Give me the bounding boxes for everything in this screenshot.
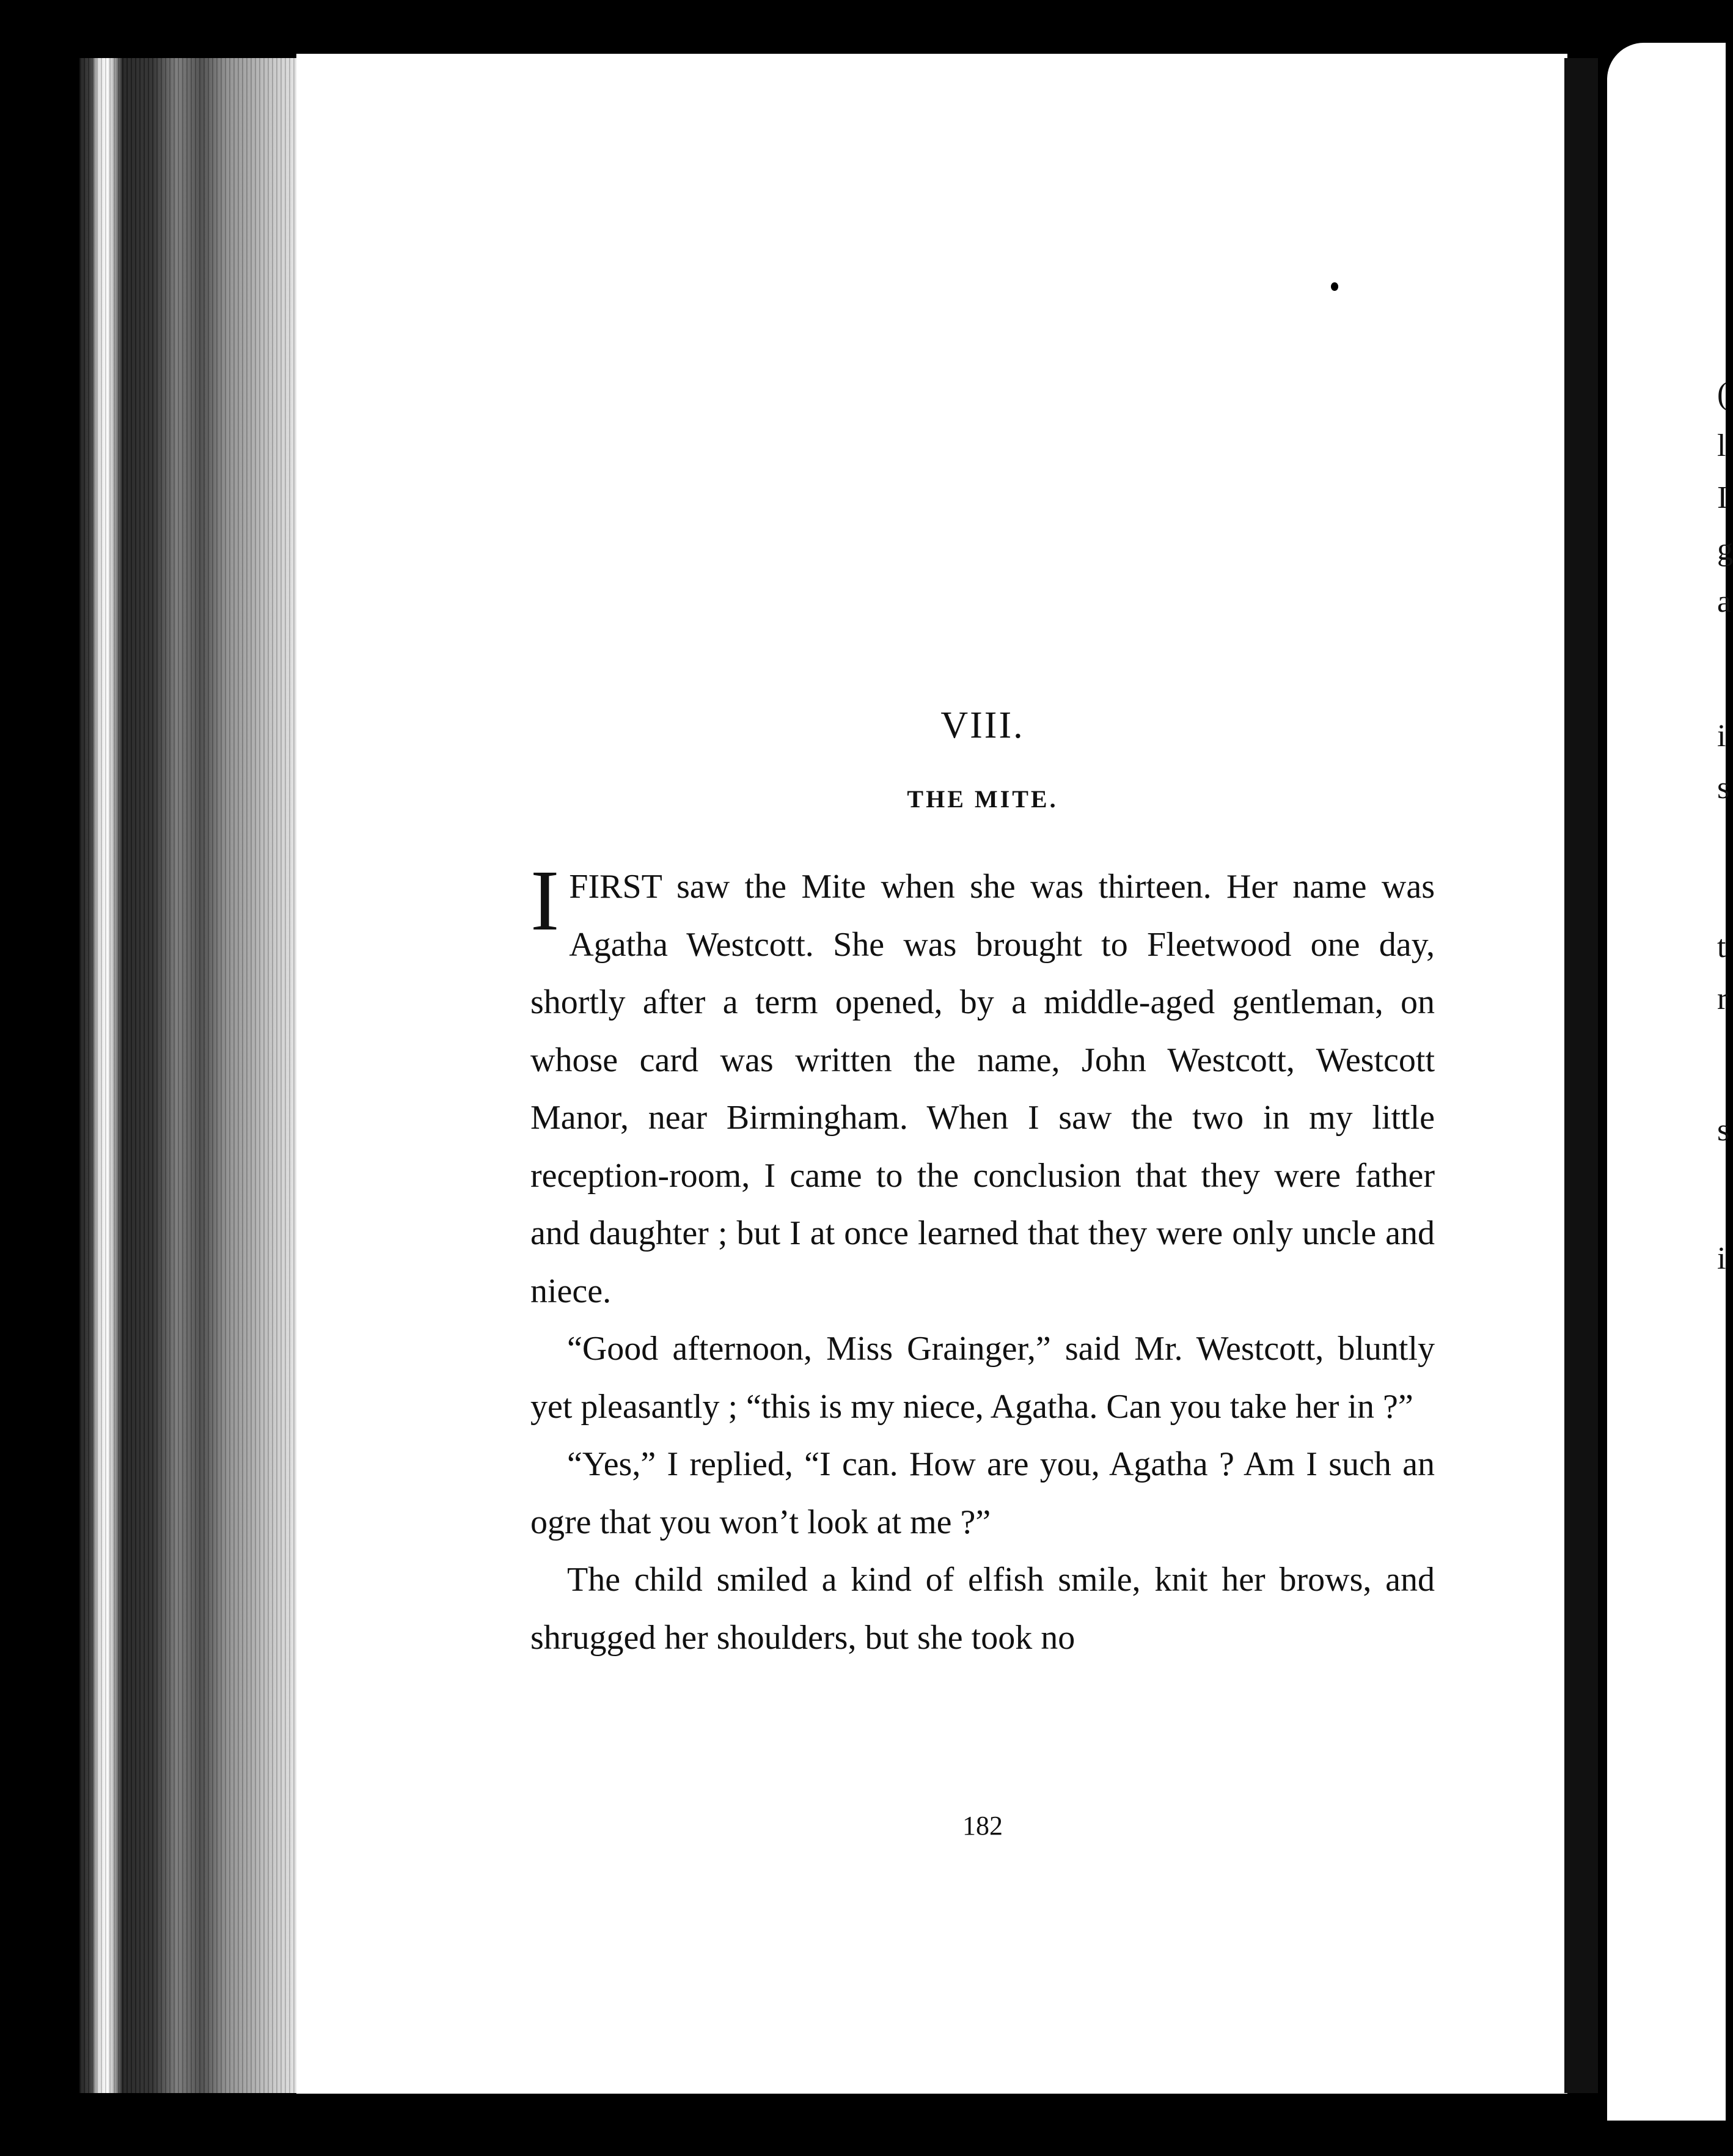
book-page-edges	[79, 58, 318, 2093]
paragraph: “Good afternoon, Miss Grainger,” said Mr. Westcott, bluntly yet pleasantly ; “this is my niece, Agatha. Can you take her in ?”	[530, 1330, 1435, 1426]
facing-page-fragment: a	[1717, 584, 1732, 619]
drop-cap: I	[530, 852, 560, 949]
paragraph-text: FIRST saw the Mite when she was thirteen. Her name was Agatha Westcott. She was brought to Fleetwood one day, shortly after a term opened, by a middle-aged gentleman, on whose card was written the name, John Westcott, Westcott Manor, near Birmingham. When I saw the two in my little reception-room, I came to the conclusion that they were father and daughter ; but I at once learned that they were only uncle and niece.	[530, 868, 1435, 1310]
page-number: 182	[962, 1811, 1003, 1841]
facing-page-fragment: s	[1717, 771, 1730, 805]
facing-page-fragment: (	[1717, 376, 1728, 411]
facing-page-fragment: r	[1717, 981, 1728, 1016]
paragraph	[530, 852, 1435, 1320]
paragraph: The child smiled a kind of elfish smile, knit her brows, and shrugged her shoulders, but she took no	[530, 1561, 1435, 1657]
facing-page-fragment: t	[1717, 930, 1726, 964]
facing-page-fragment: l	[1717, 428, 1726, 463]
page-text	[530, 703, 1435, 1841]
chapter-number: VIII.	[940, 705, 1025, 746]
facing-page-sliver	[1607, 43, 1726, 2121]
facing-page-fragment: I	[1717, 480, 1728, 515]
facing-page-fragment: i	[1717, 1241, 1726, 1276]
chapter-title: THE MITE.	[907, 785, 1058, 813]
ink-speck	[1331, 282, 1338, 291]
paragraph: “Yes,” I replied, “I can. How are you, Agatha ? Am I such an ogre that you won’t look at me ?”	[530, 1445, 1435, 1541]
facing-page-fragment: g	[1717, 532, 1733, 567]
facing-page-fragment: i	[1717, 719, 1726, 754]
book-gutter	[1564, 58, 1598, 2093]
facing-page-fragment: s	[1717, 1113, 1730, 1148]
